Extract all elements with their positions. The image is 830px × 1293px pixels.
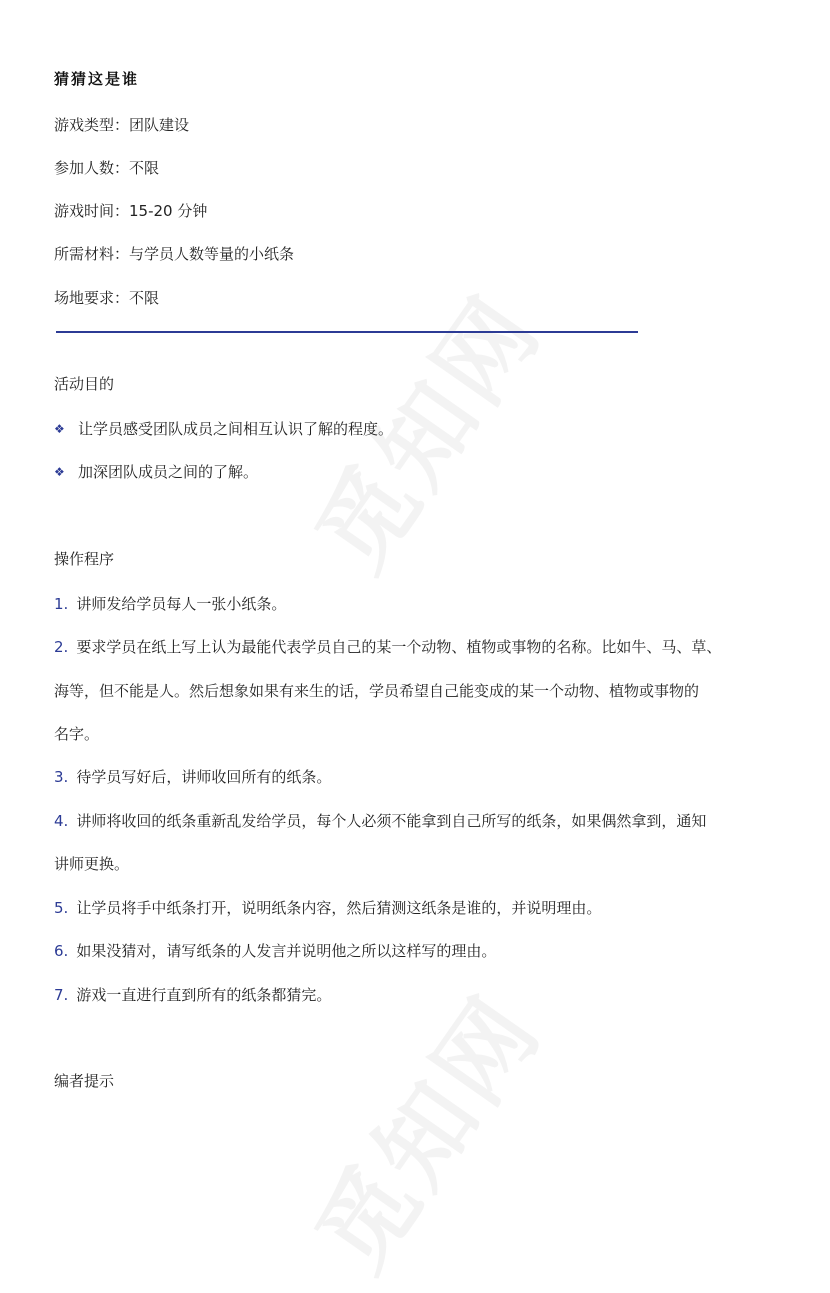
info-value: 与学员人数等量的小纸条 — [129, 245, 295, 263]
step-text: 名字。 — [54, 725, 100, 743]
info-materials — [54, 243, 294, 264]
step-text: 要求学员在纸上写上认为最能代表学员自己的某一个动物、植物或事物的名称。比如牛、马、草、 — [76, 638, 722, 656]
list-item — [54, 418, 393, 439]
info-duration — [54, 200, 207, 221]
procedure-step — [54, 636, 721, 657]
info-participants — [54, 157, 159, 178]
watermark — [279, 964, 567, 1293]
info-value: 团队建设 — [129, 116, 190, 134]
info-label: 参加人数： — [54, 159, 130, 177]
bullet-text: 让学员感受团队成员之间相互认识了解的程度。 — [78, 420, 394, 438]
procedure-step — [54, 810, 706, 831]
info-label: 游戏时间： — [54, 202, 130, 220]
step-text: 讲师发给学员每人一张小纸条。 — [76, 595, 287, 613]
step-number: 7. — [54, 986, 69, 1004]
bullet-text: 加深团队成员之间的了解。 — [78, 463, 259, 481]
step-text: 游戏一直进行直到所有的纸条都猜完。 — [76, 986, 332, 1004]
notes-heading: 编者提示 — [54, 1072, 115, 1090]
procedure-step-continued — [54, 853, 129, 874]
info-value: 不限 — [129, 289, 160, 307]
list-item — [54, 461, 258, 482]
procedure-step — [54, 984, 331, 1005]
section-divider — [56, 331, 638, 333]
procedure-step-continued — [54, 680, 699, 701]
procedure-heading: 操作程序 — [54, 550, 115, 568]
procedure-step — [54, 593, 286, 614]
step-number: 5. — [54, 899, 69, 917]
step-text: 待学员写好后，讲师收回所有的纸条。 — [76, 768, 332, 786]
step-number: 4. — [54, 812, 69, 830]
step-number: 6. — [54, 942, 69, 960]
step-text: 讲师将收回的纸条重新乱发给学员，每个人必须不能拿到自己所写的纸条，如果偶然拿到，通知 — [76, 812, 707, 830]
info-label: 所需材料： — [54, 245, 130, 263]
step-text: 如果没猜对，请写纸条的人发言并说明他之所以这样写的理由。 — [76, 942, 497, 960]
step-number: 2. — [54, 638, 69, 656]
diamond-bullet-icon: ❖ — [54, 464, 65, 479]
procedure-step-continued — [54, 723, 99, 744]
info-label: 场地要求： — [54, 289, 130, 307]
info-value: 15-20 分钟 — [129, 202, 208, 220]
diamond-bullet-icon: ❖ — [54, 421, 65, 436]
procedure-step — [54, 897, 601, 918]
objective-heading: 活动目的 — [54, 375, 115, 393]
info-game-type — [54, 114, 189, 135]
step-number: 1. — [54, 595, 69, 613]
procedure-step — [54, 766, 331, 787]
page-title: 猜猜这是谁 — [54, 70, 140, 88]
procedure-step — [54, 940, 496, 961]
step-text: 让学员将手中纸条打开，说明纸条内容，然后猜测这纸条是谁的，并说明理由。 — [76, 899, 602, 917]
step-number: 3. — [54, 768, 69, 786]
info-value: 不限 — [129, 159, 160, 177]
info-venue — [54, 287, 159, 308]
step-text: 海等，但不能是人。然后想象如果有来生的话，学员希望自己能变成的某一个动物、植物或事物的 — [54, 682, 700, 700]
step-text: 讲师更换。 — [54, 855, 130, 873]
info-label: 游戏类型： — [54, 116, 130, 134]
